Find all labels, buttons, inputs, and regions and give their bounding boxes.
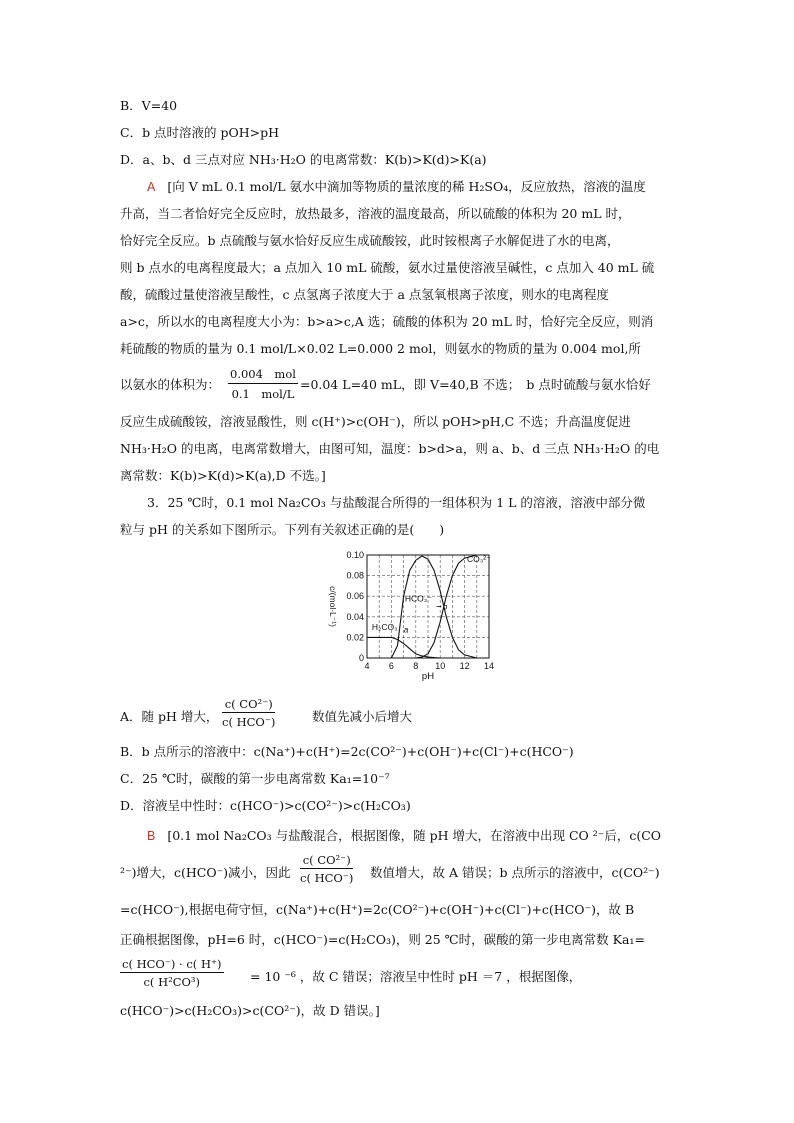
option-a-fraction xyxy=(222,697,275,729)
q3-exp-2a: ²⁻)增大，c(HCO⁻)减小，因此 xyxy=(120,865,291,880)
q2-exp-4: 则 b 点水的电离程度最大；a 点加入 10 mL 硫酸，氨水过量使溶液呈碱性，c 点加入 40 mL 硫 xyxy=(120,260,655,275)
q3-option-c: C．25 ℃时，碳酸的第一步电离常数 Ka₁=10⁻⁷ xyxy=(120,771,390,786)
species-distribution-chart xyxy=(322,549,502,681)
q2-exp-2: 升高，当二者恰好完全反应时，放热最多，溶液的温度最高，所以硫酸的体积为 20 mL 时， xyxy=(120,206,631,221)
q3-option-d: D．溶液呈中性时：c(HCO⁻)>c(CO²⁻)>c(H₂CO₃) xyxy=(120,798,411,813)
point-a-label: a xyxy=(403,624,409,635)
fraction-denominator: 0.1 mol/L xyxy=(231,387,295,401)
q3-exp-text: [0.1 mol Na₂CO₃ 与盐酸混合，根据图像，随 pH 增大，在溶液中出现 CO ²⁻后，c(CO xyxy=(167,828,662,843)
fraction-numerator: 0.004 mol xyxy=(228,366,298,384)
q3-option-a-post: 数值先减小后增大 xyxy=(312,709,413,724)
x-tick-label: 14 xyxy=(483,661,495,671)
q3-answer: B xyxy=(147,829,156,843)
point-b-label: b xyxy=(442,601,448,612)
co3-label: CO₃²⁻ xyxy=(467,554,491,565)
exp-fraction xyxy=(300,853,353,885)
q3-exp-3: =c(HCO⁻),根据电荷守恒，c(Na⁺)+c(H⁺)=2c(CO²⁻)+c(OH⁻)+c(Cl⁻)+c(HCO⁻)，故 B xyxy=(120,902,635,917)
y-tick-label: 0 xyxy=(358,653,364,663)
q2-exp-10: NH₃·H₂O 的电离，电离常数增大，由图可知，温度：b>d>a，则 a、b、d 三点 NH₃·H₂O 的电 xyxy=(120,441,660,456)
q2-option-d: D．a、b、d 三点对应 NH₃·H₂O 的电离常数：K(b)>K(d)>K(a) xyxy=(120,152,487,167)
fraction-denominator: c( HCO⁻) xyxy=(222,715,276,729)
fraction-denominator: c( HCO⁻) xyxy=(300,871,354,885)
q3-explanation-line xyxy=(147,827,661,845)
x-tick-label: 12 xyxy=(459,661,470,671)
y-tick-label: 0.06 xyxy=(346,591,364,602)
y-tick-label: 0.10 xyxy=(346,550,364,560)
q3-stem-2: 粒与 pH 的关系如下图所示。下列有关叙述正确的是( ) xyxy=(120,522,445,537)
q2-option-b: B．V=40 xyxy=(120,98,178,113)
q3-exp-6: c(HCO⁻)>c(H₂CO₃)>c(CO²⁻)，故 D 错误。] xyxy=(120,1003,380,1018)
h2co3-label: H₂CO₃ xyxy=(371,622,398,633)
q2-explanation-line xyxy=(147,178,646,196)
y-tick-label: 0.08 xyxy=(346,570,364,581)
fraction-numerator: c( CO²⁻) xyxy=(222,697,275,713)
q3-option-b: B．b 点所示的溶液中：c(Na⁺)+c(H⁺)=2c(CO²⁻)+c(OH⁻)+c(Cl⁻)+c(HCO⁻) xyxy=(120,744,574,759)
q3-exp-5b: = 10 ⁻⁶ ，故 C 错误；溶液呈中性时 pH ＝7 ，根据图像， xyxy=(250,969,582,984)
x-tick-label: 4 xyxy=(364,661,370,671)
q2-exp-8b: =0.04 L=40 mL，即 V=40,B 不选； b 点时硫酸与氨水恰好 xyxy=(300,377,651,392)
q2-exp-9: 反应生成硫酸铵，溶液显酸性，则 c(H⁺)>c(OH⁻)，所以 pOH>pH,C 不选；升高温度促进 xyxy=(120,414,631,429)
ka-fraction xyxy=(120,957,224,989)
fraction-numerator: c( CO²⁻) xyxy=(300,853,353,869)
x-tick-label: 10 xyxy=(435,661,446,671)
q2-exp-5: 酸，硫酸过量使溶液呈酸性，c 点氢离子浓度大于 a 点氢氧根离子浓度，则水的电离程度 xyxy=(120,287,609,302)
q2-exp-7: 耗硫酸的物质的量为 0.1 mol/L×0.02 L=0.000 2 mol，则氨水的物质的量为 0.004 mol,所 xyxy=(120,341,641,356)
q2-exp-11: 离常数：K(b)>K(d)>K(a),D 不选。] xyxy=(120,468,326,483)
hco3-label: HCO₃⁻ xyxy=(404,593,432,604)
q3-exp-4: 正确根据图像，pH=6 时，c(HCO⁻)=c(H₂CO₃)，则 25 ℃时，碳酸的第一步电离常数 Ka₁= xyxy=(120,932,645,947)
x-tick-label: 6 xyxy=(388,661,394,671)
x-tick-label: 8 xyxy=(413,661,419,671)
y-axis-label: c/(mol·L⁻¹) xyxy=(328,586,338,627)
q3-exp-2b: 数值增大，故 A 错误；b 点所示的溶液中，c(CO²⁻) xyxy=(370,865,660,880)
q3-option-a-pre: A．随 pH 增大， xyxy=(120,709,219,724)
q2-answer: A xyxy=(147,180,156,194)
q2-option-c: C．b 点时溶液的 pOH>pH xyxy=(120,125,280,140)
x-axis-label: pH xyxy=(421,671,435,681)
q2-exp-3: 恰好完全反应。b 点硫酸与氨水恰好反应生成硫酸铵，此时铵根离子水解促进了水的电离， xyxy=(120,233,620,248)
q2-exp-8a: 以氨水的体积为： xyxy=(120,377,221,392)
q3-stem-1: 3．25 ℃时，0.1 mol Na₂CO₃ 与盐酸混合所得的一组体积为 1 L 的溶液，溶液中部分微 xyxy=(147,495,646,510)
q2-exp-text: [向 V mL 0.1 mol/L 氨水中滴加等物质的量浓度的稀 H₂SO₄，反应放热，溶液的温度 xyxy=(167,179,646,194)
fraction-denominator: c( H²CO³) xyxy=(143,975,201,989)
volume-fraction xyxy=(228,366,298,402)
q2-exp-6: a>c，所以水的电离程度大小为：b>a>c,A 选；硫酸的体积为 20 mL 时，恰好完全反应，则消 xyxy=(120,314,654,329)
y-tick-label: 0.02 xyxy=(346,632,364,643)
fraction-numerator: c( HCO⁻) · c( H⁺) xyxy=(122,957,222,971)
y-tick-label: 0.04 xyxy=(346,611,364,622)
